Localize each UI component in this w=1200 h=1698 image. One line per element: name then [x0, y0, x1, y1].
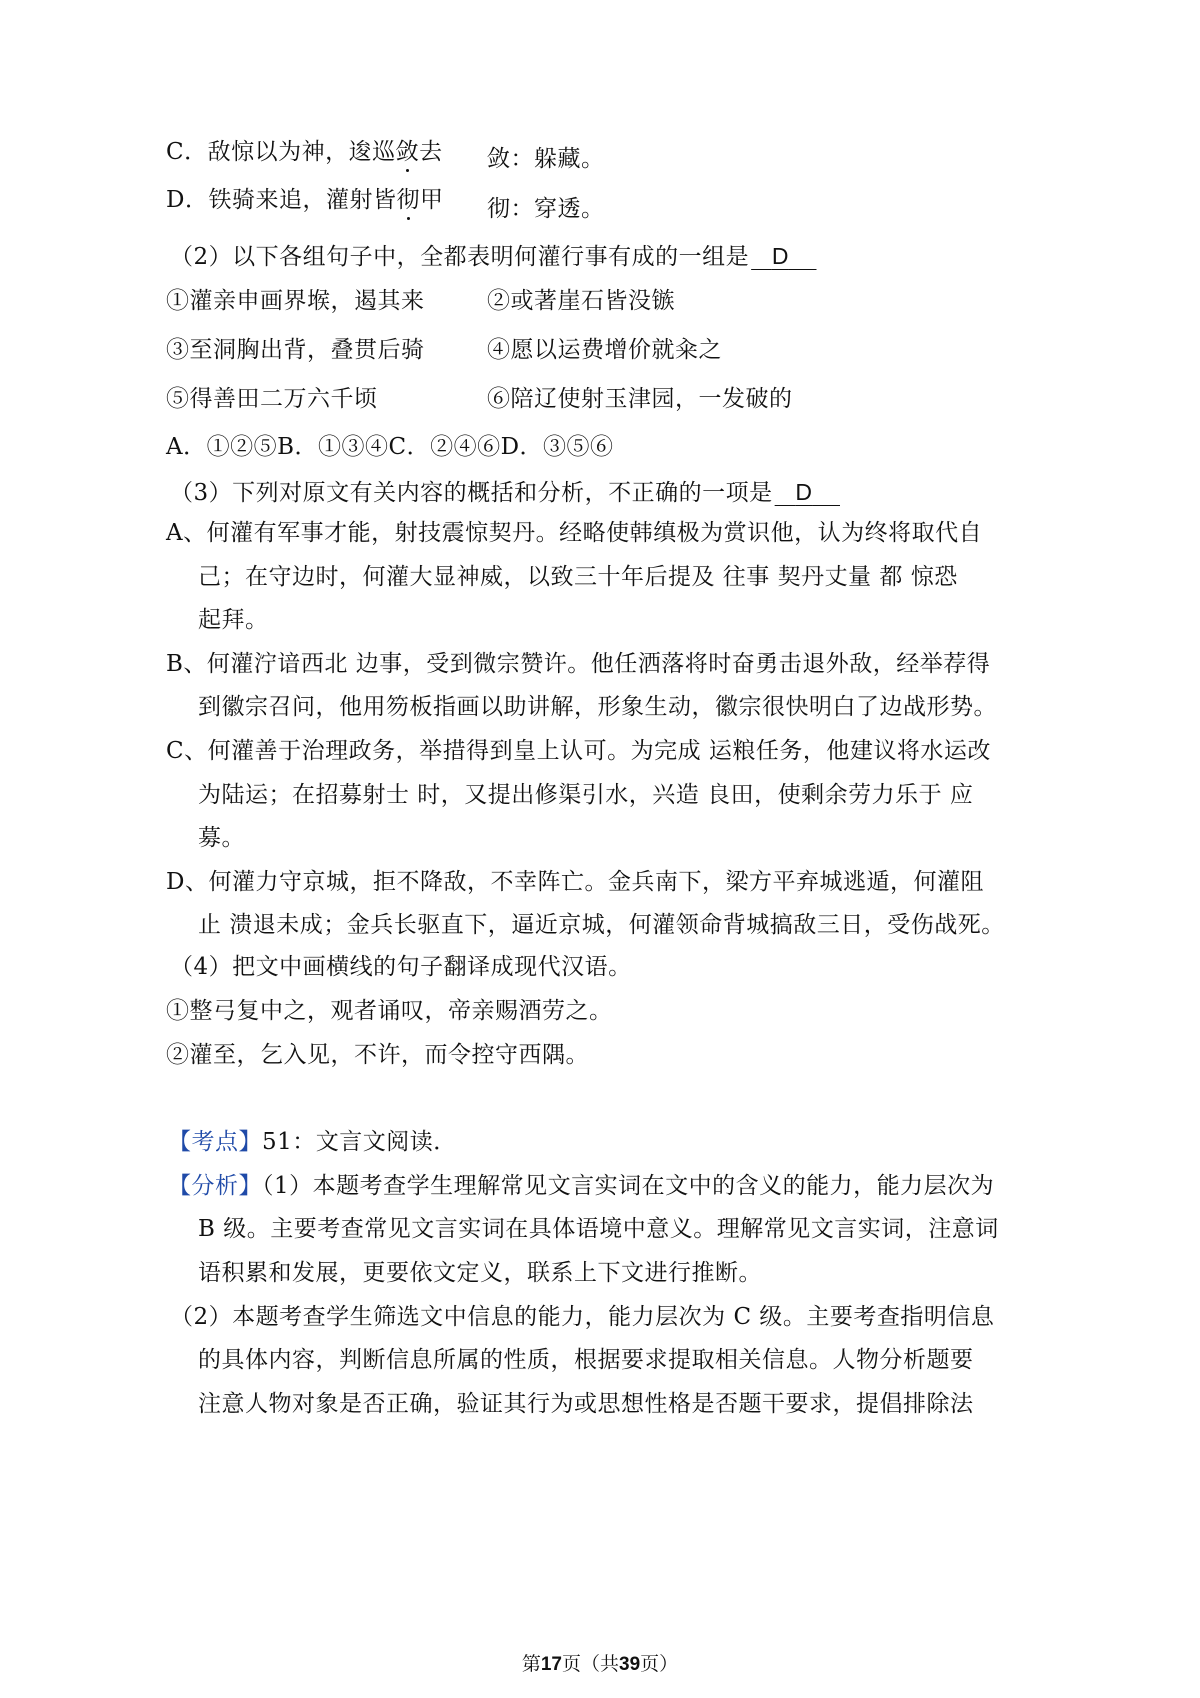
q2-answer: D	[771, 243, 789, 269]
q2-item-2: ②或著崖石皆没镞	[487, 288, 675, 314]
fenxi-p2-line-2: 的具体内容，判断信息所属的性质，根据要求提取相关信息。人物分析题要	[198, 1347, 974, 1373]
q1-option-d-gloss: 彻：穿透。	[487, 196, 605, 222]
dotted-char: 彻	[396, 187, 420, 213]
q3-option-b-line2: 到徽宗召问，他用笏板指画以助讲解，形象生动，徽宗很快明白了边战形势。	[198, 694, 997, 720]
q2-choices: A．①②⑤B．①③④C．②④⑥D．③⑤⑥	[166, 434, 614, 460]
q2-stem: （2）以下各组句子中，全都表明何灌行事有成的一组是 D	[170, 241, 819, 272]
fenxi-p2-line-1: （2）本题考查学生筛选文中信息的能力，能力层次为 C 级。主要考查指明信息	[170, 1304, 995, 1330]
fenxi-line-2: B 级。主要考查常见文言实词在具体语境中意义。理解常见文言实词，注意词	[198, 1216, 999, 1242]
q2-item-6: ⑥陪辽使射玉津园，一发破的	[487, 386, 793, 412]
kaodian-line: 【考点】51：文言文阅读．	[168, 1129, 457, 1155]
q3-option-d-line1: D、何灌力守京城，拒不降敌，不幸阵亡。金兵南下，梁方平弃城逃遁，何灌阻	[166, 869, 984, 895]
q3-answer: D	[795, 479, 813, 505]
q3-option-d-line2: 止 溃退未成；金兵长驱直下，逼近京城，何灌领命背城搞敌三日，受伤战死。	[198, 912, 1005, 938]
q2-item-4: ④愿以运费增价就籴之	[487, 337, 722, 363]
q3-option-c-line2: 为陆运；在招募射士 时，又提出修渠引水，兴造 良田，使剩余劳力乐于 应	[198, 782, 974, 808]
q2-item-3: ③至洞胸出背，叠贯后骑	[166, 337, 425, 363]
q1-option-c: C．敌惊以为神，逡巡敛去	[166, 139, 443, 165]
fenxi-line-1: 【分析】（1）本题考查学生理解常见文言实词在文中的含义的能力，能力层次为	[168, 1173, 995, 1199]
current-page: 17	[540, 1654, 562, 1675]
q3-option-a-line3: 起拜。	[198, 607, 269, 633]
fenxi-p2-line-3: 注意人物对象是否正确，验证其行为或思想性格是否题干要求，提倡排除法	[198, 1391, 974, 1417]
q1-option-d: D．铁骑来追，灌射皆彻甲	[166, 187, 444, 213]
q3-option-c-line3: 募。	[198, 825, 245, 851]
total-pages: 39	[619, 1654, 641, 1675]
page-number-footer: 第17页（共39页）	[521, 1653, 679, 1675]
fenxi-line-3: 语积累和发展，更要依文定义，联系上下文进行推断。	[198, 1260, 762, 1286]
q3-stem: （3）下列对原文有关内容的概括和分析，不正确的一项是 D	[170, 477, 842, 508]
fenxi-tag: 【分析】	[168, 1173, 262, 1199]
q1-option-c-gloss: 敛：躲藏。	[487, 146, 605, 172]
q2-item-5: ⑤得善田二万六千顷	[166, 386, 378, 412]
dotted-char: 敛	[395, 139, 420, 165]
q4-stem: （4）把文中画横线的句子翻译成现代汉语。	[170, 954, 632, 980]
q3-option-a-line2: 己；在守边时，何灌大显神威，以致三十年后提及 往事 契丹丈量 都 惊恐	[198, 564, 958, 590]
kaodian-tag: 【考点】	[168, 1129, 262, 1155]
q3-option-a-line1: A、何灌有军事才能，射技震惊契丹。经略使韩缜极为赏识他，认为终将取代自	[166, 520, 983, 546]
q4-sentence-2: ②灌至，乞入见，不许，而令控守西隅。	[166, 1042, 589, 1068]
q4-sentence-1: ①整弓复中之，观者诵叹，帝亲赐酒劳之。	[166, 998, 613, 1024]
q2-item-1: ①灌亲申画界堠，遏其来	[166, 288, 425, 314]
q3-option-b-line1: B、何灌泞谙西北 边事，受到微宗赞许。他任洒落将时奋勇击退外敌，经举荐得	[166, 651, 991, 677]
q3-option-c-line1: C、何灌善于治理政务，举措得到皇上认可。为完成 运粮任务，他建议将水运改	[166, 738, 991, 764]
